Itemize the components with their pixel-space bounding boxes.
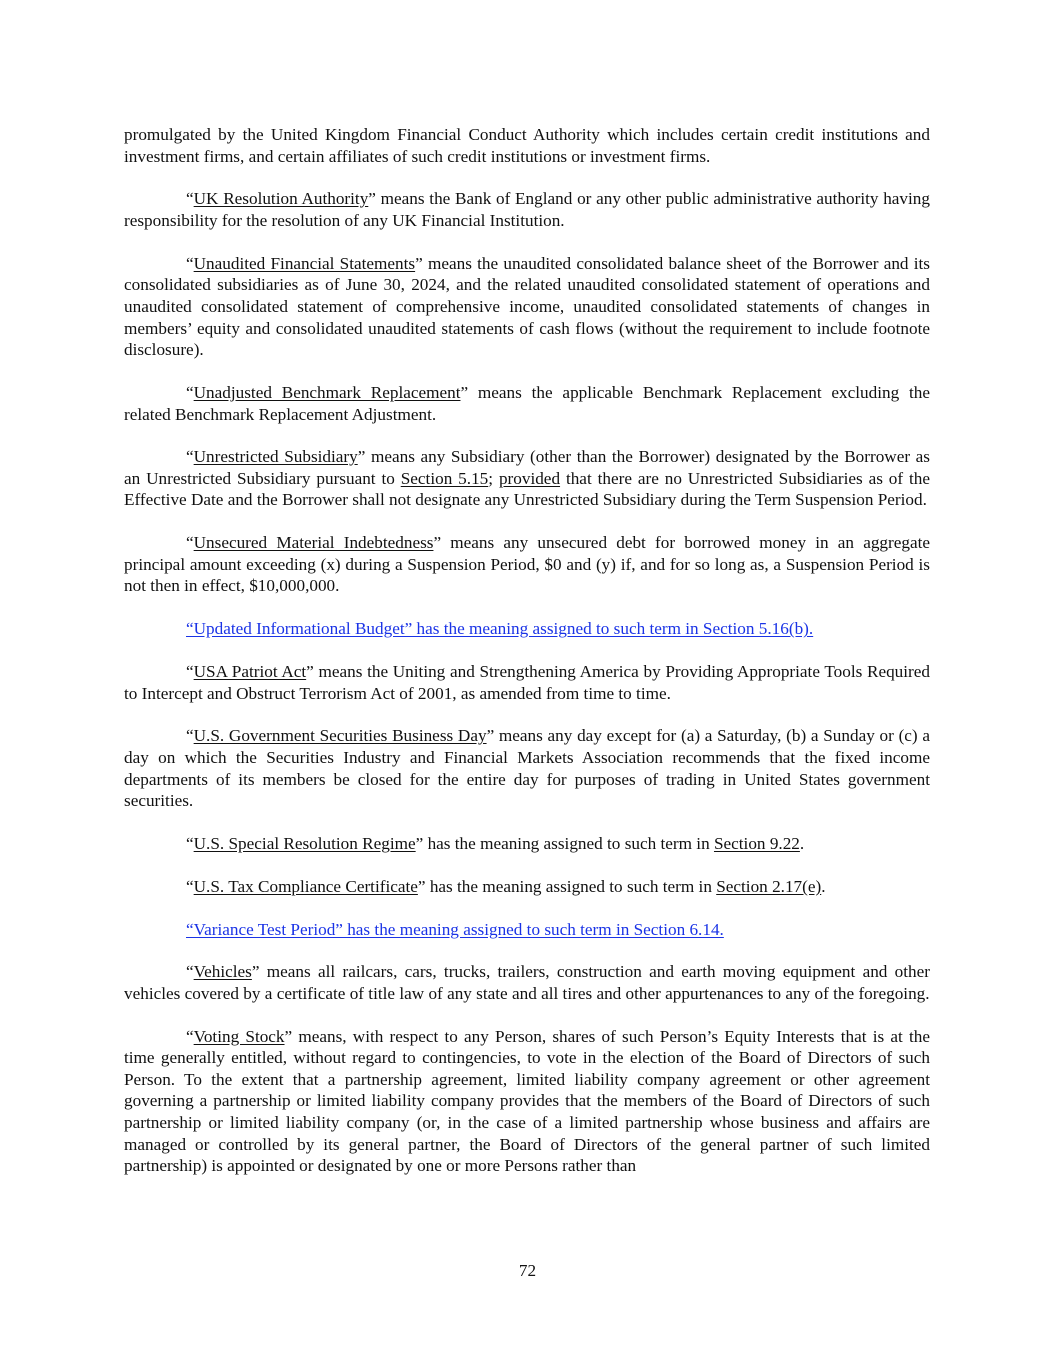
section-reference: Section 9.22 <box>713 833 800 853</box>
definition-voting-stock <box>124 1026 930 1177</box>
defined-term: Vehicles <box>193 962 252 982</box>
defined-term: U.S. Special Resolution Regime <box>193 833 416 853</box>
definition-text: ” means any unsecured debt for borrowed money in an aggregate principal amount exceeding (x) during a Suspension Period, $0 and (y) if, and for so long as, a Suspension Period is not then in effect, $10,000,000. <box>124 533 930 596</box>
defined-term: U.S. Tax Compliance Certificate <box>193 876 418 896</box>
definition-us-special-resolution-regime <box>124 833 930 855</box>
document-page <box>124 124 930 1198</box>
defined-term: Unrestricted Subsidiary <box>193 447 358 467</box>
definition-text: ” means, with respect to any Person, shares of such Person’s Equity Interests that is at the time generally entitled, without regard to contingencies, to vote in the election of the Board of Directors of such Person. To the extent that a partnership agreement, limited liability company agreement or other agreement governing a partnership or limited liability company provides that the members of the Board of Directors of such partnership or limited liability company (or, in the case of a limited partnership whose business and affairs are managed or controlled by its general partner, the Board of Directors of the general partner of such limited partnership) is appointed or designated by one or more Persons rather than <box>124 1026 930 1176</box>
definition-text: ” has the meaning assigned to such term in <box>415 833 714 853</box>
page-number: 72 <box>518 1261 537 1280</box>
inserted-text[interactable]: “Variance Test Period” has the meaning assigned to such term in Section 6.14. <box>186 919 724 939</box>
inserted-text[interactable]: “Updated Informational Budget” has the meaning assigned to such term in Section 5.16(b). <box>186 619 814 639</box>
open-quote: “ <box>186 662 194 681</box>
definition-text: ” means any day except for (a) a Saturday, (b) a Sunday or (c) a day on which the Securities Industry and Financial Markets Association recommends that the fixed income departments of its members be closed for the entire day for purposes of trading in United States government securities. <box>124 726 931 811</box>
open-quote: “ <box>186 533 194 553</box>
open-quote: “ <box>186 382 194 402</box>
defined-term: UK Resolution Authority <box>193 189 369 209</box>
definition-us-government-securities-business-day <box>124 725 930 811</box>
section-reference: Section 2.17(e) <box>716 876 822 896</box>
definition-text: ” means any Subsidiary (other than the Borrower) designated by the Borrower as an Unrestricted Subsidiary pursuant to <box>124 447 930 488</box>
open-quote: “ <box>186 253 194 273</box>
defined-term: Unaudited Financial Statements <box>193 253 416 273</box>
defined-term: Unsecured Material Indebtedness <box>193 533 434 553</box>
definition-unaudited-financial-statements <box>124 253 930 361</box>
definition-unrestricted-subsidiary <box>124 446 930 511</box>
paragraph-continuation: promulgated by the United Kingdom Financial Conduct Authority which includes certain credit institutions and investment firms, and certain affiliates of such credit institutions or investment firms. <box>124 125 930 166</box>
open-quote: “ <box>186 962 194 982</box>
inserted-definition-updated-informational-budget <box>124 618 930 640</box>
separator: ; <box>488 468 499 488</box>
definition-text: . <box>799 833 805 853</box>
definition-text: . <box>821 876 826 896</box>
defined-term: USA Patriot Act <box>193 662 307 681</box>
defined-term: Voting Stock <box>193 1026 285 1046</box>
section-reference: Section 5.15 <box>400 468 489 488</box>
open-quote: “ <box>186 447 194 467</box>
definition-uk-resolution-authority <box>124 188 930 231</box>
open-quote: “ <box>186 189 194 209</box>
provided-term: provided <box>498 468 561 488</box>
inserted-definition-variance-test-period <box>124 919 930 941</box>
defined-term: U.S. Government Securities Business Day <box>193 726 487 746</box>
open-quote: “ <box>186 833 194 853</box>
definition-unsecured-material-indebtedness <box>124 532 930 597</box>
definition-us-tax-compliance-certificate <box>124 876 930 898</box>
open-quote: “ <box>186 726 194 746</box>
definition-text: ” has the meaning assigned to such term in <box>417 876 717 896</box>
definition-text: that there are no Unrestricted Subsidiaries as of the Effective Date and the Borrower shall not designate any Unrestricted Subsidiary during the Term Suspension Period. <box>124 468 930 510</box>
definition-text: ” means all railcars, cars, trucks, trailers, construction and earth moving equipment and other vehicles covered by a certificate of title law of any state and all tires and other appurtenances to any of the foregoing. <box>124 962 930 1003</box>
definition-text: ” means the Bank of England or any other public administrative authority having responsibility for the resolution of any UK Financial Institution. <box>124 189 930 230</box>
defined-term: Unadjusted Benchmark Replacement <box>193 382 461 402</box>
definition-unadjusted-benchmark-replacement <box>124 382 930 425</box>
open-quote: “ <box>186 1026 194 1046</box>
definition-vehicles <box>124 961 930 1004</box>
open-quote: “ <box>186 876 194 896</box>
definition-text: ” means the Uniting and Strengthening America by Providing Appropriate Tools Required to Intercept and Obstruct Terrorism Act of 2001, as amended from time to time. <box>124 662 930 703</box>
definition-text: ” means the unaudited consolidated balance sheet of the Borrower and its consolidated subsidiaries as of June 30, 2024, and the related unaudited consolidated statement of operations and unaudited consolidated statement of comprehensive income, unaudited consolidated statements of changes in members’ equity and consolidated unaudited statements of cash flows (without the requirement to include footnote disclosure). <box>124 253 930 360</box>
definition-usa-patriot-act <box>124 661 930 704</box>
definition-text: ” means the applicable Benchmark Replacement excluding the related Benchmark Replacement Adjustment. <box>124 382 930 424</box>
